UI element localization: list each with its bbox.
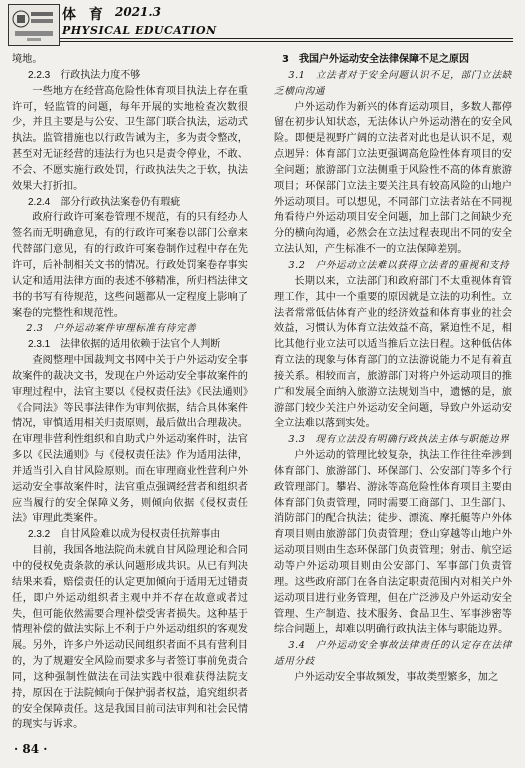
header-rule-thin: [60, 41, 513, 42]
subsection-heading: 2.3.1 法律依据的适用依赖于法官个人判断: [28, 339, 221, 351]
paragraph: 一些地方在经营高危险性体育项目执法上存在重许可，轻监管的问题，每年开展的实地检查次数很少，并且主要是与公安、卫生部门联合执法，运动式执法。监管措施也以行政告诫为主，多为责令整改，甚至对无证经营的违法行为也只是责令停业，不敢、不会、不愿实施行政处罚，行政执法失之于软，执法效果大打折扣。: [12, 85, 248, 192]
header-rule: [60, 38, 513, 39]
subsection-heading: 2.2.3 行政执法力度不够: [28, 69, 141, 81]
right-column: [274, 52, 512, 686]
subsection-title: 2.3 户外运动案件审理标准有待完善: [26, 323, 197, 335]
left-column: [12, 52, 248, 733]
paragraph: 户外运动作为新兴的体育运动项目，多数人都停留在初步认知状态，无法体认户外运动潜在的安全风险。即便是视野广阔的立法者对此也是认识不足，观点迥异：体育部门立法更强调高危险性体育项目的安全问题；旅游部门立法侧重于风险性不高的体育旅游项目；环保部门立法主要关注具有较高风险的山地户外运动项目。可以想见，不同部门立法者站在不同视角看待户外运动项目安全问题，加上部门之间缺少充分的横向沟通，必然会在立法过程表现出不同的安全立法认知，产生标准不一的立法保障差别。: [274, 101, 512, 256]
paragraph: 政府行政许可案卷管理不规范，有的只有经办人签名而无明确意见，有的行政许可案卷以部门公章来代替部门意见，有的行政许可案卷制作过程中存在先许可，后补制相关文书的情况。行政处罚案卷存事实认定和适用法律方面的表述不够精准，所归档法律文书的书写有待规范，这些问题都从一定程度上影响了案卷的完整性和规范性。: [12, 212, 248, 319]
subsection-heading: 2.2.4 部分行政执法案卷仍有瑕疵: [28, 196, 181, 208]
paragraph: 长期以来，立法部门和政府部门不太重视体育管理工作，其中一个重要的原因就是立法的功利性。立法者常常低估体育产业的经济效益和体育事业的社会效益，习惯认为体育立法效益不高，紧迫性不足，相比其他行业立法可以适当推后立法日程。这种低估体育立法的现象与体育部门的立法游说能力不足有着直接关系。相较而言，旅游部门对将户外运动项目的推广和发展全面纳入旅游立法规划当中，遗憾的是，旅游部门较少关注户外运动安全问题，导致户外运动安全立法难以落到实处。: [274, 275, 512, 430]
paragraph: 户外运动安全事故频发，事故类型繁多，加之: [294, 671, 499, 683]
paragraph: 查阅整理中国裁判文书网中关于户外运动安全事故案件的裁决文书，发现在户外运动安全事故案件的审理过程中，法官主要以《侵权责任法》《民法通则》《合同法》等民事法律作为审判依据，结合具体案件情况，审慎适用相关归责原则，最后做出合理裁决。在审理非营利性组织和自助式户外运动案件时，法官多以《民法通则》与《侵权责任法》作为适用法律，并适当引入自甘风险原则。而在审理商业性营利户外运动安全事故案件时，法官重点强调经营者和组织者应当履行的安全保障义务，则倾向依据《侵权责任法》审理此类案件。: [12, 355, 248, 525]
logo-emblem-icon: [11, 7, 57, 43]
journal-title: 体 育: [62, 7, 107, 23]
university-logo: [8, 4, 60, 46]
subsection-title: 3.3 现有立法没有明确行政执法主体与职能边界: [288, 434, 510, 446]
section-heading: 3 我国户外运动安全法律保障不足之原因: [282, 54, 469, 65]
subsection-title: 3.1 立法者对于安全问题认识不足，部门立法缺乏横向沟通: [274, 69, 512, 97]
page-number: · 84 ·: [14, 742, 48, 756]
paragraph: 目前，我国各地法院尚未就自甘风险理论和合同中的侵权免责条款的承认问题形成共识。从已有判决结果来看，赔偿责任的认定更加倾向于适用无过错责任，即户外运动组织者主观中并不存在故意或者过失，但可能依然需要合理补偿受害者损失。这种基于情理补偿的做法实际上不利于户外运动组织的客观发展。另外，许多户外运动民间组织者面不具有营利目的，为了规避安全风险而要求多与者签订事前免责合同，这种强制性做法在司法实践中很难获得法院支持，原因在于法院倾向于保护弱者权益，追究组织者的安全保障责任。这是我国目前司法审判和社会民情的现实与诉求。: [12, 545, 248, 731]
page-header: [0, 0, 525, 50]
subsection-title: 3.2 户外运动立法难以获得立法者的重视和支持: [288, 259, 510, 271]
journal-title-en: PHYSICAL EDUCATION: [62, 24, 217, 37]
subsection-heading: 2.3.2 自甘风险难以成为侵权责任抗辩事由: [28, 529, 221, 541]
paragraph: 境地。: [12, 54, 43, 65]
journal-issue: 2021.3: [115, 5, 161, 19]
paragraph: 户外运动的管理比较复杂，执法工作往往牵涉到体育部门、旅游部门、环保部门、公安部门等多个行政管理部门。攀岩、游泳等高危险性体育项目主要由体育部门负责管理，同时需要工商部门、卫生部门、消防部门的配合执法；徒步、漂流、摩托艇等户外体育项目则由旅游部门负责管理；登山穿越等山地户外运动项目则由生态环保部门负责管理；射击、航空运动等户外运动项目则由公安部门、军事部门负责管理。这些政府部门在各自法定职责范围内对相关户外运动项目进行业务管理，但在广泛涉及户外运动安全管理、生产制造、技术服务、食品卫生、军事涉密等综合问题上，却难以明确行政执法主体与职能边界。: [274, 450, 512, 636]
subsection-title: 3.4 户外运动安全事故法律责任的认定存在法律适用分歧: [274, 640, 512, 668]
